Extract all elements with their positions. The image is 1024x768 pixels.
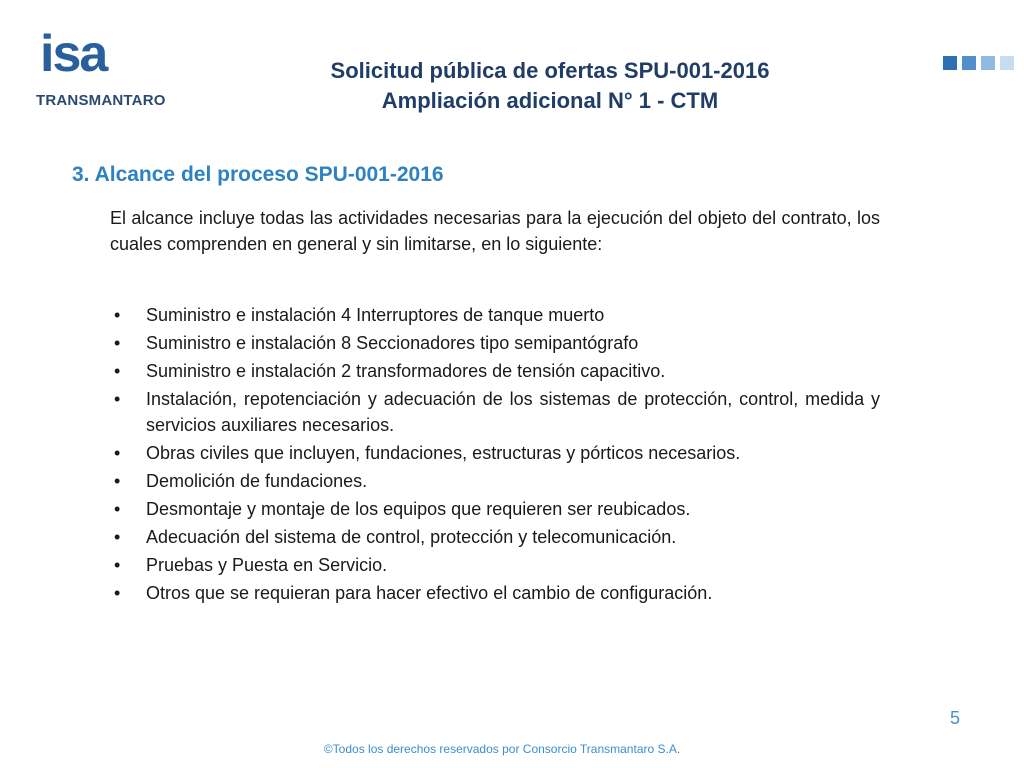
- bullet-item: • Otros que se requieran para hacer efectivo el cambio de configuración.: [110, 580, 880, 606]
- intro-paragraph: El alcance incluye todas las actividades necesarias para la ejecución del objeto del contrato, los cuales comprenden en general y sin limitarse, en lo siguiente:: [110, 208, 880, 254]
- header-title-line1: Solicitud pública de ofertas SPU-001-2016: [330, 58, 770, 83]
- page-number: 5: [950, 708, 961, 728]
- bullet-item: • Adecuación del sistema de control, protección y telecomunicación.: [110, 524, 880, 550]
- decorative-squares: [943, 56, 1014, 70]
- logo-mark: isa: [40, 25, 107, 83]
- slide-header-title: [220, 56, 880, 116]
- footer-copyright: ©Todos los derechos reservados por Consorcio Transmantaro S.A.: [323, 742, 681, 756]
- decor-square: [1000, 56, 1014, 70]
- decor-square: [962, 56, 976, 70]
- decor-square: [943, 56, 957, 70]
- bullet-item: • Suministro e instalación 4 Interruptores de tanque muerto: [110, 302, 880, 328]
- scope-bullet-list: [110, 302, 880, 608]
- logo-subtitle: TRANSMANTARO: [36, 92, 166, 109]
- bullet-item: • Demolición de fundaciones.: [110, 468, 880, 494]
- bullet-item: • Suministro e instalación 2 transformadores de tensión capacitivo.: [110, 358, 880, 384]
- bullet-item: • Desmontaje y montaje de los equipos que requieren ser reubicados.: [110, 496, 880, 522]
- bullet-item: • Obras civiles que incluyen, fundaciones, estructuras y pórticos necesarios.: [110, 440, 880, 466]
- bullet-item: • Pruebas y Puesta en Servicio.: [110, 552, 880, 578]
- bullet-item: • Suministro e instalación 8 Seccionadores tipo semipantógrafo: [110, 330, 880, 356]
- decor-square: [981, 56, 995, 70]
- bullet-item: • Instalación, repotenciación y adecuación de los sistemas de protección, control, medida y servicios auxiliares necesarios.: [110, 386, 880, 438]
- header-title-line2: Ampliación adicional N° 1 - CTM: [381, 88, 719, 113]
- section-title: 3. Alcance del proceso SPU-001-2016: [72, 163, 444, 186]
